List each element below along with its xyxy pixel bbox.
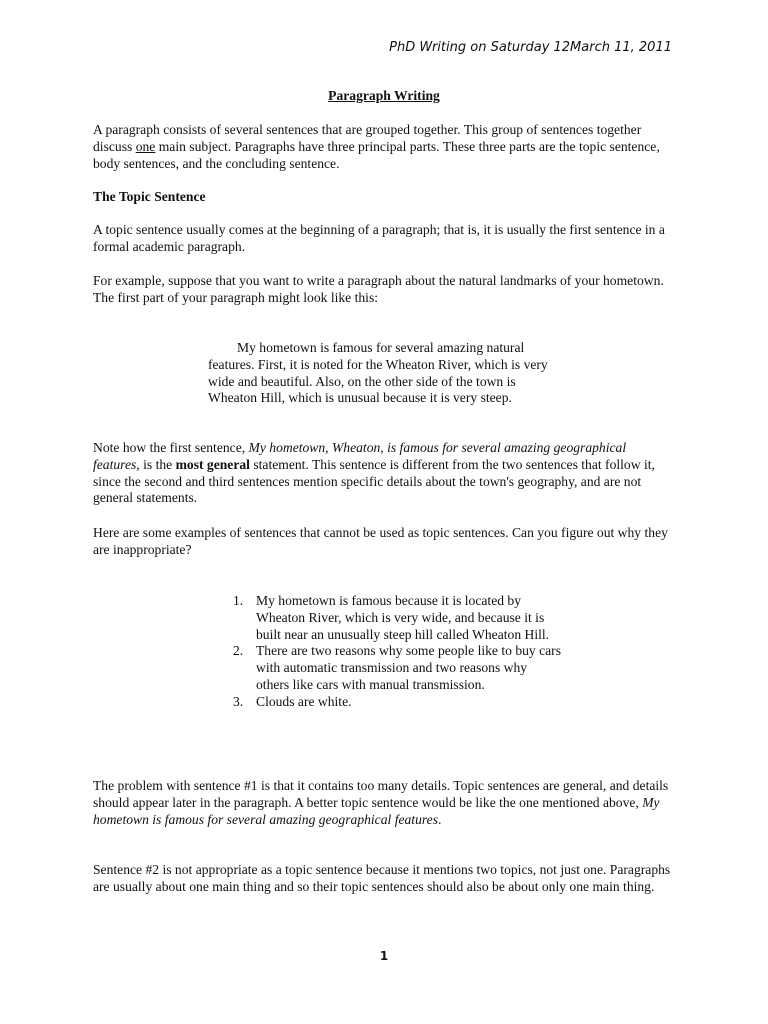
list-item-number: 3. <box>233 693 244 709</box>
list-item-text: My hometown is famous because it is located by Wheaton River, which is very wide, and because it is built near an unusually steep hill called Wheaton Hill. <box>256 593 550 642</box>
intro-paragraph <box>93 122 673 172</box>
list-item <box>233 593 563 643</box>
example-sentence-list <box>233 593 563 711</box>
problem-part1: The problem with sentence #1 is that it contains too many details. Topic sentences are general, and details should appear later in the paragraph. A better topic sentence would be like the one mentioned above, <box>93 778 669 810</box>
topic-paragraph: A topic sentence usually comes at the beginning of a paragraph; that is, it is usually the first sentence in a formal academic paragraph. <box>93 222 665 254</box>
note-part2: is the <box>139 456 176 472</box>
note-italic: My hometown, Wheaton, is famous for several amazing geographical features, <box>93 440 627 472</box>
intro-part1: A paragraph consists of several sentences that are grouped together. This group of sentences together discuss <box>93 122 642 154</box>
page-title <box>0 88 768 105</box>
list-item <box>233 694 563 711</box>
page-header: PhD Writing on Saturday 12March 11, 2011 <box>389 40 672 55</box>
note-part1: Note how the first sentence, <box>93 440 249 455</box>
list-item <box>233 643 563 693</box>
problem-paragraph <box>93 778 673 828</box>
section-heading: The Topic Sentence <box>93 189 206 204</box>
example-intro-paragraph: For example, suppose that you want to write a paragraph about the natural landmarks of your hometown. The first part of your paragraph might look like this: <box>93 273 664 305</box>
note-paragraph <box>93 440 673 507</box>
list-item-number: 2. <box>233 643 244 659</box>
sentence2-paragraph: Sentence #2 is not appropriate as a topic sentence because it mentions two topics, not just one. Paragraphs are usually about one main thing and so their topic sentences should also be about only one main thing. <box>93 862 671 894</box>
examples-paragraph: Here are some examples of sentences that cannot be used as topic sentences. Can you figure out why they are inappropriate? <box>93 525 668 557</box>
list-item-number: 1. <box>233 593 244 608</box>
list-item-text: There are two reasons why some people like to buy cars with automatic transmission and two reasons why others like cars with manual transmission. <box>256 643 562 692</box>
intro-underlined-word: one <box>135 138 156 154</box>
note-part3: statement. This sentence is different from the two sentences that follow it, since the second and third sentences mention specific details about the town's geography, and are not general statements. <box>93 456 655 506</box>
example-block: My hometown is famous for several amazing natural features. First, it is noted for the Wheaton River, which is very wide and beautiful. Also, on the other side of the town is Wheaton Hill, which is unusual because it is very steep. <box>208 340 548 406</box>
intro-part2: main subject. Paragraphs have three principal parts. These three parts are the topic sentence, body sentences, and the concluding sentence. <box>93 138 660 171</box>
problem-italic: My hometown is famous for several amazing geographical features <box>93 794 660 827</box>
title-text: Paragraph Writing <box>328 88 440 103</box>
list-item-text: Clouds are white. <box>256 693 352 709</box>
page-number: 1 <box>379 949 389 963</box>
note-bold: most general <box>175 456 250 472</box>
problem-period: . <box>437 811 442 827</box>
